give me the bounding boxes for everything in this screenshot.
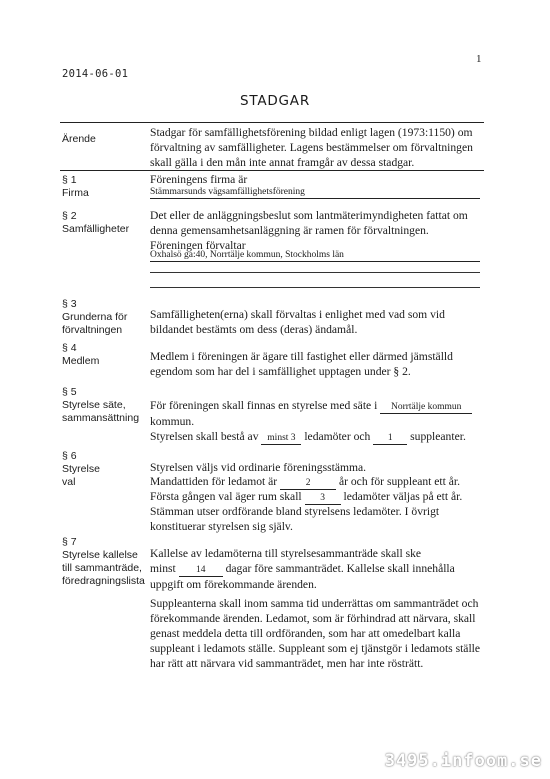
- besta-middle: ledamöter och: [304, 430, 371, 443]
- section-6-line1: Styrelsen väljs vid ordinarie föreningsstämma.: [150, 461, 367, 474]
- suppleanter-field: 1: [373, 433, 407, 445]
- forsta-field: 3: [305, 493, 341, 505]
- divider-arende: [60, 170, 484, 171]
- section-3-text: Samfälligheten(erna) skall förvaltas i enlighet med vad som vid bildandet bestämts om dess (deras) ändamål.: [150, 308, 445, 336]
- besta-suffix: suppleanter.: [410, 430, 466, 443]
- section-1-name: Firma: [62, 187, 89, 199]
- section-5-number: § 5: [62, 386, 77, 398]
- forsta-suffix: ledamöter väljas på ett år.: [343, 490, 463, 503]
- section-4-name: Medlem: [62, 355, 100, 367]
- forsta-prefix: Första gången val äger rum skall: [150, 490, 302, 503]
- besta-prefix: Styrelsen skall bestå av: [150, 430, 259, 443]
- page-title: STADGAR: [239, 93, 311, 109]
- document-date: 2014-06-01: [62, 68, 129, 80]
- section-2-text: Det eller de anläggningsbeslut som lantmäterimyndigheten fattat om denna gemensamhetsanläggning är ramen för förvaltningen.: [150, 209, 468, 237]
- section-3-name: Grunderna för förvaltningen: [62, 311, 128, 336]
- section-6-mandat: [150, 474, 490, 490]
- blank-line: [150, 272, 480, 273]
- blank-line: [150, 287, 480, 288]
- watermark: 3495.infoom.se: [384, 751, 542, 771]
- section-6-number: § 6: [62, 450, 77, 462]
- section-7-kallelse: Kallelse av ledamöterna till styrelsesammanträde skall ske: [150, 547, 422, 560]
- sate-suffix: kommun.: [150, 415, 195, 428]
- section-3-number: § 3: [62, 298, 77, 310]
- ledamoter-field: minst 3: [261, 433, 301, 445]
- mandat-field: 2: [280, 478, 336, 490]
- forvaltar-label: Föreningen förvaltar: [150, 239, 246, 252]
- arende-text: Stadgar för samfällighetsförening bildad enligt lagen (1973:1150) om förvaltning av samfälligheter. Lagens bestämmelser om förvaltningen skall gälla i den mån inte annat framgår av dessa stadgar.: [150, 126, 473, 169]
- sate-field: Norrtälje kommun: [380, 402, 472, 414]
- section-7-number: § 7: [62, 536, 77, 548]
- section-6-forsta: [150, 489, 490, 505]
- arende-label: Ärende: [62, 133, 96, 145]
- mandat-suffix: år och för suppleant ett år.: [338, 475, 461, 488]
- forvaltar-field: Oxhalsö ga:40, Norrtälje kommun, Stockholms län: [150, 250, 480, 262]
- section-5-besta: [150, 429, 495, 445]
- section-2-name: Samfälligheter: [62, 223, 130, 235]
- section-7-para2: Suppleanterna skall inom samma tid underrättas om sammanträdet och förekommande ärenden. Ledamot, som är förhindrad att närvara, skall genast meddela detta till ordföranden, som har att omedelbart kalla suppleant i ledamots ställe. Suppleant som ej tjänstgör i ledamots ställe har rätt att närvara vid sammanträdet, men har inte rösträtt.: [150, 597, 481, 670]
- minst-suffix: dagar före sammanträdet. Kallelse skall innehålla uppgift om förekommande ärenden.: [150, 562, 455, 591]
- section-6-name: Styrelse val: [62, 463, 100, 488]
- divider-top: [60, 122, 484, 123]
- section-4-number: § 4: [62, 342, 77, 354]
- section-6-rest: Stämman utser ordförande bland styrelsens ledamöter. I övrigt konstituerar styrelsen sig själv.: [150, 505, 440, 533]
- section-4-text: Medlem i föreningen är ägare till fastighet eller därmed jämställd egendom som har del i samfällighet upptagen under § 2.: [150, 350, 453, 378]
- minst-field: 14: [179, 565, 223, 577]
- section-2-number: § 2: [62, 210, 77, 222]
- page-number: 1: [476, 53, 482, 65]
- section-7-name: Styrelse kallelse till sammanträde, föredragningslista: [62, 549, 145, 587]
- section-5-sate: [150, 398, 490, 429]
- section-1-number: § 1: [62, 174, 77, 186]
- section-1-text: Föreningens firma är: [150, 173, 248, 186]
- section-5-name: Styrelse säte, sammansättning: [62, 399, 140, 424]
- firma-field: Stämmarsunds vägsamfällighetsförening: [150, 187, 480, 199]
- minst-prefix: minst: [150, 562, 176, 575]
- sate-prefix: För föreningen skall finnas en styrelse med säte i: [150, 399, 378, 412]
- section-7-minst: [150, 561, 490, 592]
- mandat-prefix: Mandattiden för ledamot är: [150, 475, 278, 488]
